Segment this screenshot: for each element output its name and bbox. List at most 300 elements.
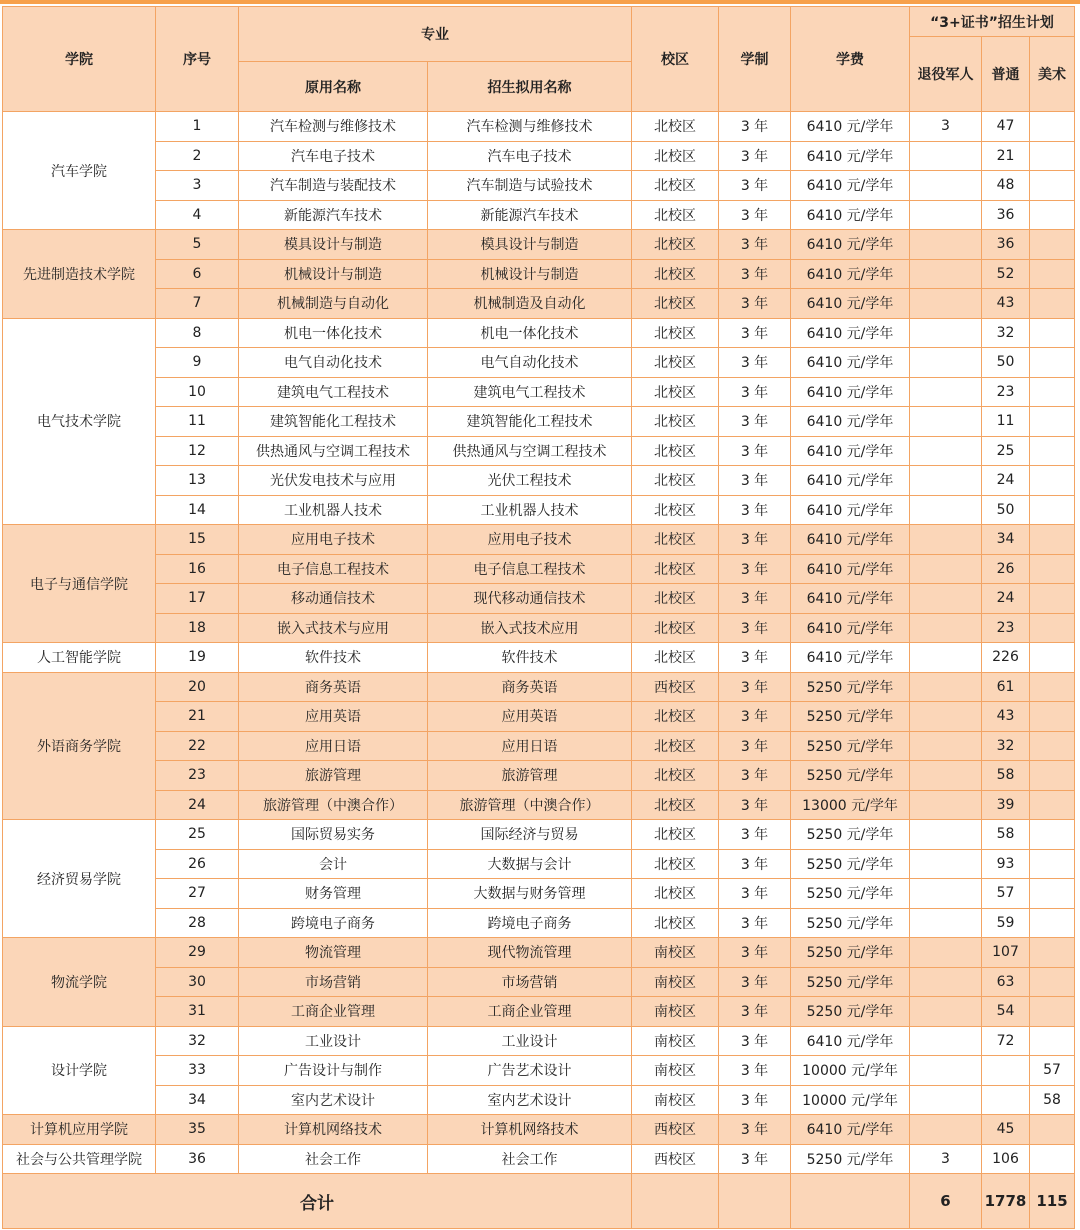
- seq-cell: 34: [156, 1085, 239, 1115]
- veterans-cell: [910, 672, 982, 702]
- veterans-cell: [910, 377, 982, 407]
- campus-cell: 北校区: [632, 849, 719, 879]
- art-cell: [1030, 466, 1075, 496]
- duration-cell: 3 年: [719, 466, 791, 496]
- campus-cell: 南校区: [632, 967, 719, 997]
- header-duration: 学制: [719, 7, 791, 112]
- table-row: [3, 731, 1075, 761]
- tuition-cell: 5250 元/学年: [791, 672, 910, 702]
- duration-cell: 3 年: [719, 702, 791, 732]
- table-row: [3, 790, 1075, 820]
- original-name-cell: 室内艺术设计: [239, 1085, 428, 1115]
- original-name-cell: 电子信息工程技术: [239, 554, 428, 584]
- proposed-name-cell: 软件技术: [428, 643, 632, 673]
- regular-cell: 34: [982, 525, 1030, 555]
- veterans-cell: [910, 200, 982, 230]
- tuition-cell: 6410 元/学年: [791, 1026, 910, 1056]
- table-row: [3, 200, 1075, 230]
- art-cell: [1030, 849, 1075, 879]
- seq-cell: 10: [156, 377, 239, 407]
- tuition-cell: 10000 元/学年: [791, 1085, 910, 1115]
- art-cell: [1030, 112, 1075, 142]
- art-cell: [1030, 997, 1075, 1027]
- art-cell: [1030, 200, 1075, 230]
- veterans-cell: [910, 643, 982, 673]
- proposed-name-cell: 汽车制造与试验技术: [428, 171, 632, 201]
- proposed-name-cell: 光伏工程技术: [428, 466, 632, 496]
- duration-cell: 3 年: [719, 289, 791, 319]
- regular-cell: 72: [982, 1026, 1030, 1056]
- proposed-name-cell: 社会工作: [428, 1144, 632, 1174]
- seq-cell: 32: [156, 1026, 239, 1056]
- art-cell: [1030, 495, 1075, 525]
- college-cell: 人工智能学院: [3, 643, 156, 673]
- tuition-cell: 6410 元/学年: [791, 1115, 910, 1145]
- tuition-cell: 6410 元/学年: [791, 613, 910, 643]
- original-name-cell: 机械设计与制造: [239, 259, 428, 289]
- campus-cell: 北校区: [632, 643, 719, 673]
- proposed-name-cell: 现代物流管理: [428, 938, 632, 968]
- art-cell: [1030, 790, 1075, 820]
- art-cell: [1030, 731, 1075, 761]
- veterans-cell: [910, 436, 982, 466]
- duration-cell: 3 年: [719, 495, 791, 525]
- proposed-name-cell: 电气自动化技术: [428, 348, 632, 378]
- regular-cell: 63: [982, 967, 1030, 997]
- seq-cell: 30: [156, 967, 239, 997]
- proposed-name-cell: 模具设计与制造: [428, 230, 632, 260]
- duration-cell: 3 年: [719, 643, 791, 673]
- art-cell: [1030, 436, 1075, 466]
- duration-cell: 3 年: [719, 200, 791, 230]
- duration-cell: 3 年: [719, 820, 791, 850]
- original-name-cell: 模具设计与制造: [239, 230, 428, 260]
- proposed-name-cell: 机械制造及自动化: [428, 289, 632, 319]
- original-name-cell: 嵌入式技术与应用: [239, 613, 428, 643]
- proposed-name-cell: 供热通风与空调工程技术: [428, 436, 632, 466]
- proposed-name-cell: 机械设计与制造: [428, 259, 632, 289]
- duration-cell: 3 年: [719, 731, 791, 761]
- campus-cell: 南校区: [632, 997, 719, 1027]
- duration-cell: 3 年: [719, 790, 791, 820]
- original-name-cell: 应用英语: [239, 702, 428, 732]
- original-name-cell: 光伏发电技术与应用: [239, 466, 428, 496]
- regular-cell: 25: [982, 436, 1030, 466]
- original-name-cell: 应用日语: [239, 731, 428, 761]
- college-cell: 物流学院: [3, 938, 156, 1027]
- tuition-cell: 6410 元/学年: [791, 348, 910, 378]
- proposed-name-cell: 室内艺术设计: [428, 1085, 632, 1115]
- table-row: [3, 761, 1075, 791]
- table-row: [3, 289, 1075, 319]
- campus-cell: 南校区: [632, 1085, 719, 1115]
- duration-cell: 3 年: [719, 1056, 791, 1086]
- regular-cell: 57: [982, 879, 1030, 909]
- table-row: [3, 407, 1075, 437]
- seq-cell: 9: [156, 348, 239, 378]
- total-label: 合计: [3, 1174, 632, 1229]
- tuition-cell: 6410 元/学年: [791, 407, 910, 437]
- seq-cell: 23: [156, 761, 239, 791]
- seq-cell: 20: [156, 672, 239, 702]
- total-row: [3, 1174, 1075, 1229]
- regular-cell: [982, 1085, 1030, 1115]
- veterans-cell: [910, 495, 982, 525]
- regular-cell: 23: [982, 377, 1030, 407]
- original-name-cell: 商务英语: [239, 672, 428, 702]
- table-row: [3, 849, 1075, 879]
- proposed-name-cell: 应用电子技术: [428, 525, 632, 555]
- original-name-cell: 工业机器人技术: [239, 495, 428, 525]
- regular-cell: 32: [982, 318, 1030, 348]
- regular-cell: 226: [982, 643, 1030, 673]
- original-name-cell: 工业设计: [239, 1026, 428, 1056]
- regular-cell: 32: [982, 731, 1030, 761]
- header-veterans: 退役军人: [910, 37, 982, 112]
- campus-cell: 北校区: [632, 731, 719, 761]
- regular-cell: 54: [982, 997, 1030, 1027]
- veterans-cell: [910, 1026, 982, 1056]
- regular-cell: 45: [982, 1115, 1030, 1145]
- college-cell: 电气技术学院: [3, 318, 156, 525]
- tuition-cell: 5250 元/学年: [791, 1144, 910, 1174]
- tuition-cell: 5250 元/学年: [791, 908, 910, 938]
- total-regular: 1778: [982, 1174, 1030, 1229]
- original-name-cell: 财务管理: [239, 879, 428, 909]
- art-cell: [1030, 938, 1075, 968]
- header-plan: “3+证书”招生计划: [910, 7, 1075, 37]
- tuition-cell: 5250 元/学年: [791, 967, 910, 997]
- table-row: [3, 967, 1075, 997]
- tuition-cell: 5250 元/学年: [791, 702, 910, 732]
- tuition-cell: 6410 元/学年: [791, 171, 910, 201]
- duration-cell: 3 年: [719, 318, 791, 348]
- proposed-name-cell: 建筑电气工程技术: [428, 377, 632, 407]
- header-art: 美术: [1030, 37, 1075, 112]
- original-name-cell: 汽车制造与装配技术: [239, 171, 428, 201]
- proposed-name-cell: 新能源汽车技术: [428, 200, 632, 230]
- original-name-cell: 机械制造与自动化: [239, 289, 428, 319]
- proposed-name-cell: 汽车电子技术: [428, 141, 632, 171]
- campus-cell: 北校区: [632, 525, 719, 555]
- veterans-cell: [910, 1115, 982, 1145]
- art-cell: [1030, 967, 1075, 997]
- seq-cell: 13: [156, 466, 239, 496]
- original-name-cell: 物流管理: [239, 938, 428, 968]
- campus-cell: 北校区: [632, 702, 719, 732]
- veterans-cell: [910, 289, 982, 319]
- veterans-cell: [910, 584, 982, 614]
- veterans-cell: [910, 466, 982, 496]
- regular-cell: 26: [982, 554, 1030, 584]
- veterans-cell: [910, 259, 982, 289]
- table-row: [3, 259, 1075, 289]
- table-row: [3, 643, 1075, 673]
- regular-cell: 47: [982, 112, 1030, 142]
- regular-cell: 24: [982, 466, 1030, 496]
- regular-cell: 52: [982, 259, 1030, 289]
- campus-cell: 北校区: [632, 820, 719, 850]
- header-campus: 校区: [632, 7, 719, 112]
- college-cell: 电子与通信学院: [3, 525, 156, 643]
- seq-cell: 3: [156, 171, 239, 201]
- art-cell: [1030, 1026, 1075, 1056]
- seq-cell: 17: [156, 584, 239, 614]
- proposed-name-cell: 建筑智能化工程技术: [428, 407, 632, 437]
- veterans-cell: 3: [910, 112, 982, 142]
- duration-cell: 3 年: [719, 938, 791, 968]
- veterans-cell: [910, 407, 982, 437]
- proposed-name-cell: 现代移动通信技术: [428, 584, 632, 614]
- table-row: [3, 525, 1075, 555]
- table-row: [3, 702, 1075, 732]
- seq-cell: 21: [156, 702, 239, 732]
- table-row: [3, 584, 1075, 614]
- art-cell: [1030, 171, 1075, 201]
- seq-cell: 35: [156, 1115, 239, 1145]
- original-name-cell: 机电一体化技术: [239, 318, 428, 348]
- campus-cell: 北校区: [632, 466, 719, 496]
- duration-cell: 3 年: [719, 112, 791, 142]
- duration-cell: 3 年: [719, 1026, 791, 1056]
- tuition-cell: 5250 元/学年: [791, 997, 910, 1027]
- seq-cell: 18: [156, 613, 239, 643]
- veterans-cell: [910, 1085, 982, 1115]
- campus-cell: 北校区: [632, 613, 719, 643]
- duration-cell: 3 年: [719, 761, 791, 791]
- veterans-cell: [910, 525, 982, 555]
- seq-cell: 33: [156, 1056, 239, 1086]
- duration-cell: 3 年: [719, 584, 791, 614]
- regular-cell: 39: [982, 790, 1030, 820]
- table-row: [3, 554, 1075, 584]
- original-name-cell: 计算机网络技术: [239, 1115, 428, 1145]
- art-cell: [1030, 1115, 1075, 1145]
- duration-cell: 3 年: [719, 230, 791, 260]
- duration-cell: 3 年: [719, 259, 791, 289]
- original-name-cell: 旅游管理: [239, 761, 428, 791]
- table-row: [3, 997, 1075, 1027]
- proposed-name-cell: 旅游管理: [428, 761, 632, 791]
- original-name-cell: 移动通信技术: [239, 584, 428, 614]
- campus-cell: 北校区: [632, 259, 719, 289]
- proposed-name-cell: 计算机网络技术: [428, 1115, 632, 1145]
- original-name-cell: 工商企业管理: [239, 997, 428, 1027]
- tuition-cell: 6410 元/学年: [791, 200, 910, 230]
- total-duration-cell: [719, 1174, 791, 1229]
- tuition-cell: 6410 元/学年: [791, 584, 910, 614]
- tuition-cell: 5250 元/学年: [791, 938, 910, 968]
- original-name-cell: 建筑智能化工程技术: [239, 407, 428, 437]
- seq-cell: 19: [156, 643, 239, 673]
- duration-cell: 3 年: [719, 377, 791, 407]
- original-name-cell: 供热通风与空调工程技术: [239, 436, 428, 466]
- total-art: 115: [1030, 1174, 1075, 1229]
- tuition-cell: 6410 元/学年: [791, 643, 910, 673]
- regular-cell: 106: [982, 1144, 1030, 1174]
- proposed-name-cell: 电子信息工程技术: [428, 554, 632, 584]
- header-proposed-name: 招生拟用名称: [428, 62, 632, 112]
- campus-cell: 北校区: [632, 171, 719, 201]
- campus-cell: 西校区: [632, 1115, 719, 1145]
- tuition-cell: 6410 元/学年: [791, 525, 910, 555]
- table-row: [3, 1085, 1075, 1115]
- original-name-cell: 新能源汽车技术: [239, 200, 428, 230]
- art-cell: [1030, 702, 1075, 732]
- regular-cell: 36: [982, 200, 1030, 230]
- veterans-cell: [910, 554, 982, 584]
- art-cell: [1030, 584, 1075, 614]
- campus-cell: 北校区: [632, 761, 719, 791]
- table-row: [3, 495, 1075, 525]
- total-tuition-cell: [791, 1174, 910, 1229]
- tuition-cell: 6410 元/学年: [791, 259, 910, 289]
- header-original-name: 原用名称: [239, 62, 428, 112]
- tuition-cell: 13000 元/学年: [791, 790, 910, 820]
- table-row: [3, 141, 1075, 171]
- campus-cell: 南校区: [632, 1056, 719, 1086]
- seq-cell: 15: [156, 525, 239, 555]
- regular-cell: 24: [982, 584, 1030, 614]
- regular-cell: 107: [982, 938, 1030, 968]
- duration-cell: 3 年: [719, 1085, 791, 1115]
- original-name-cell: 软件技术: [239, 643, 428, 673]
- art-cell: [1030, 525, 1075, 555]
- total-campus-cell: [632, 1174, 719, 1229]
- proposed-name-cell: 机电一体化技术: [428, 318, 632, 348]
- regular-cell: 43: [982, 289, 1030, 319]
- regular-cell: 61: [982, 672, 1030, 702]
- tuition-cell: 6410 元/学年: [791, 289, 910, 319]
- art-cell: [1030, 643, 1075, 673]
- duration-cell: 3 年: [719, 613, 791, 643]
- college-cell: 外语商务学院: [3, 672, 156, 820]
- original-name-cell: 建筑电气工程技术: [239, 377, 428, 407]
- seq-cell: 7: [156, 289, 239, 319]
- original-name-cell: 国际贸易实务: [239, 820, 428, 850]
- seq-cell: 29: [156, 938, 239, 968]
- tuition-cell: 6410 元/学年: [791, 141, 910, 171]
- proposed-name-cell: 跨境电子商务: [428, 908, 632, 938]
- duration-cell: 3 年: [719, 1144, 791, 1174]
- art-cell: [1030, 908, 1075, 938]
- campus-cell: 北校区: [632, 790, 719, 820]
- original-name-cell: 会计: [239, 849, 428, 879]
- proposed-name-cell: 嵌入式技术应用: [428, 613, 632, 643]
- table-footer: [3, 1174, 1075, 1229]
- tuition-cell: 5250 元/学年: [791, 849, 910, 879]
- duration-cell: 3 年: [719, 141, 791, 171]
- college-cell: 先进制造技术学院: [3, 230, 156, 319]
- art-cell: [1030, 554, 1075, 584]
- art-cell: [1030, 141, 1075, 171]
- art-cell: [1030, 318, 1075, 348]
- tuition-cell: 5250 元/学年: [791, 820, 910, 850]
- campus-cell: 北校区: [632, 436, 719, 466]
- campus-cell: 西校区: [632, 1144, 719, 1174]
- table-row: [3, 672, 1075, 702]
- regular-cell: 58: [982, 761, 1030, 791]
- duration-cell: 3 年: [719, 879, 791, 909]
- campus-cell: 南校区: [632, 1026, 719, 1056]
- proposed-name-cell: 大数据与财务管理: [428, 879, 632, 909]
- duration-cell: 3 年: [719, 436, 791, 466]
- table-row: [3, 938, 1075, 968]
- table-row: [3, 1115, 1075, 1145]
- duration-cell: 3 年: [719, 849, 791, 879]
- original-name-cell: 社会工作: [239, 1144, 428, 1174]
- regular-cell: 43: [982, 702, 1030, 732]
- seq-cell: 16: [156, 554, 239, 584]
- proposed-name-cell: 商务英语: [428, 672, 632, 702]
- table-row: [3, 377, 1075, 407]
- original-name-cell: 市场营销: [239, 967, 428, 997]
- veterans-cell: [910, 348, 982, 378]
- regular-cell: 21: [982, 141, 1030, 171]
- regular-cell: 59: [982, 908, 1030, 938]
- top-accent-bar: [0, 0, 1080, 4]
- table-row: [3, 820, 1075, 850]
- table-row: [3, 879, 1075, 909]
- campus-cell: 北校区: [632, 230, 719, 260]
- table-row: [3, 171, 1075, 201]
- veterans-cell: [910, 820, 982, 850]
- veterans-cell: [910, 997, 982, 1027]
- table-row: [3, 436, 1075, 466]
- proposed-name-cell: 应用日语: [428, 731, 632, 761]
- veterans-cell: [910, 702, 982, 732]
- veterans-cell: [910, 879, 982, 909]
- tuition-cell: 6410 元/学年: [791, 230, 910, 260]
- table-row: [3, 348, 1075, 378]
- campus-cell: 北校区: [632, 200, 719, 230]
- campus-cell: 北校区: [632, 584, 719, 614]
- tuition-cell: 6410 元/学年: [791, 554, 910, 584]
- table-row: [3, 1144, 1075, 1174]
- art-cell: [1030, 613, 1075, 643]
- proposed-name-cell: 汽车检测与维修技术: [428, 112, 632, 142]
- college-cell: 汽车学院: [3, 112, 156, 230]
- tuition-cell: 5250 元/学年: [791, 731, 910, 761]
- art-cell: [1030, 377, 1075, 407]
- duration-cell: 3 年: [719, 554, 791, 584]
- tuition-cell: 5250 元/学年: [791, 761, 910, 791]
- duration-cell: 3 年: [719, 967, 791, 997]
- veterans-cell: [910, 1056, 982, 1086]
- art-cell: [1030, 820, 1075, 850]
- seq-cell: 2: [156, 141, 239, 171]
- regular-cell: 50: [982, 495, 1030, 525]
- enrollment-plan-table: [2, 6, 1075, 1229]
- seq-cell: 12: [156, 436, 239, 466]
- veterans-cell: [910, 318, 982, 348]
- art-cell: [1030, 348, 1075, 378]
- table-body: [3, 112, 1075, 1174]
- tuition-cell: 6410 元/学年: [791, 318, 910, 348]
- duration-cell: 3 年: [719, 407, 791, 437]
- proposed-name-cell: 广告艺术设计: [428, 1056, 632, 1086]
- table-header: [3, 7, 1075, 112]
- original-name-cell: 应用电子技术: [239, 525, 428, 555]
- veterans-cell: [910, 141, 982, 171]
- veterans-cell: 3: [910, 1144, 982, 1174]
- proposed-name-cell: 国际经济与贸易: [428, 820, 632, 850]
- header-regular: 普通: [982, 37, 1030, 112]
- veterans-cell: [910, 761, 982, 791]
- proposed-name-cell: 应用英语: [428, 702, 632, 732]
- table-row: [3, 1056, 1075, 1086]
- campus-cell: 北校区: [632, 348, 719, 378]
